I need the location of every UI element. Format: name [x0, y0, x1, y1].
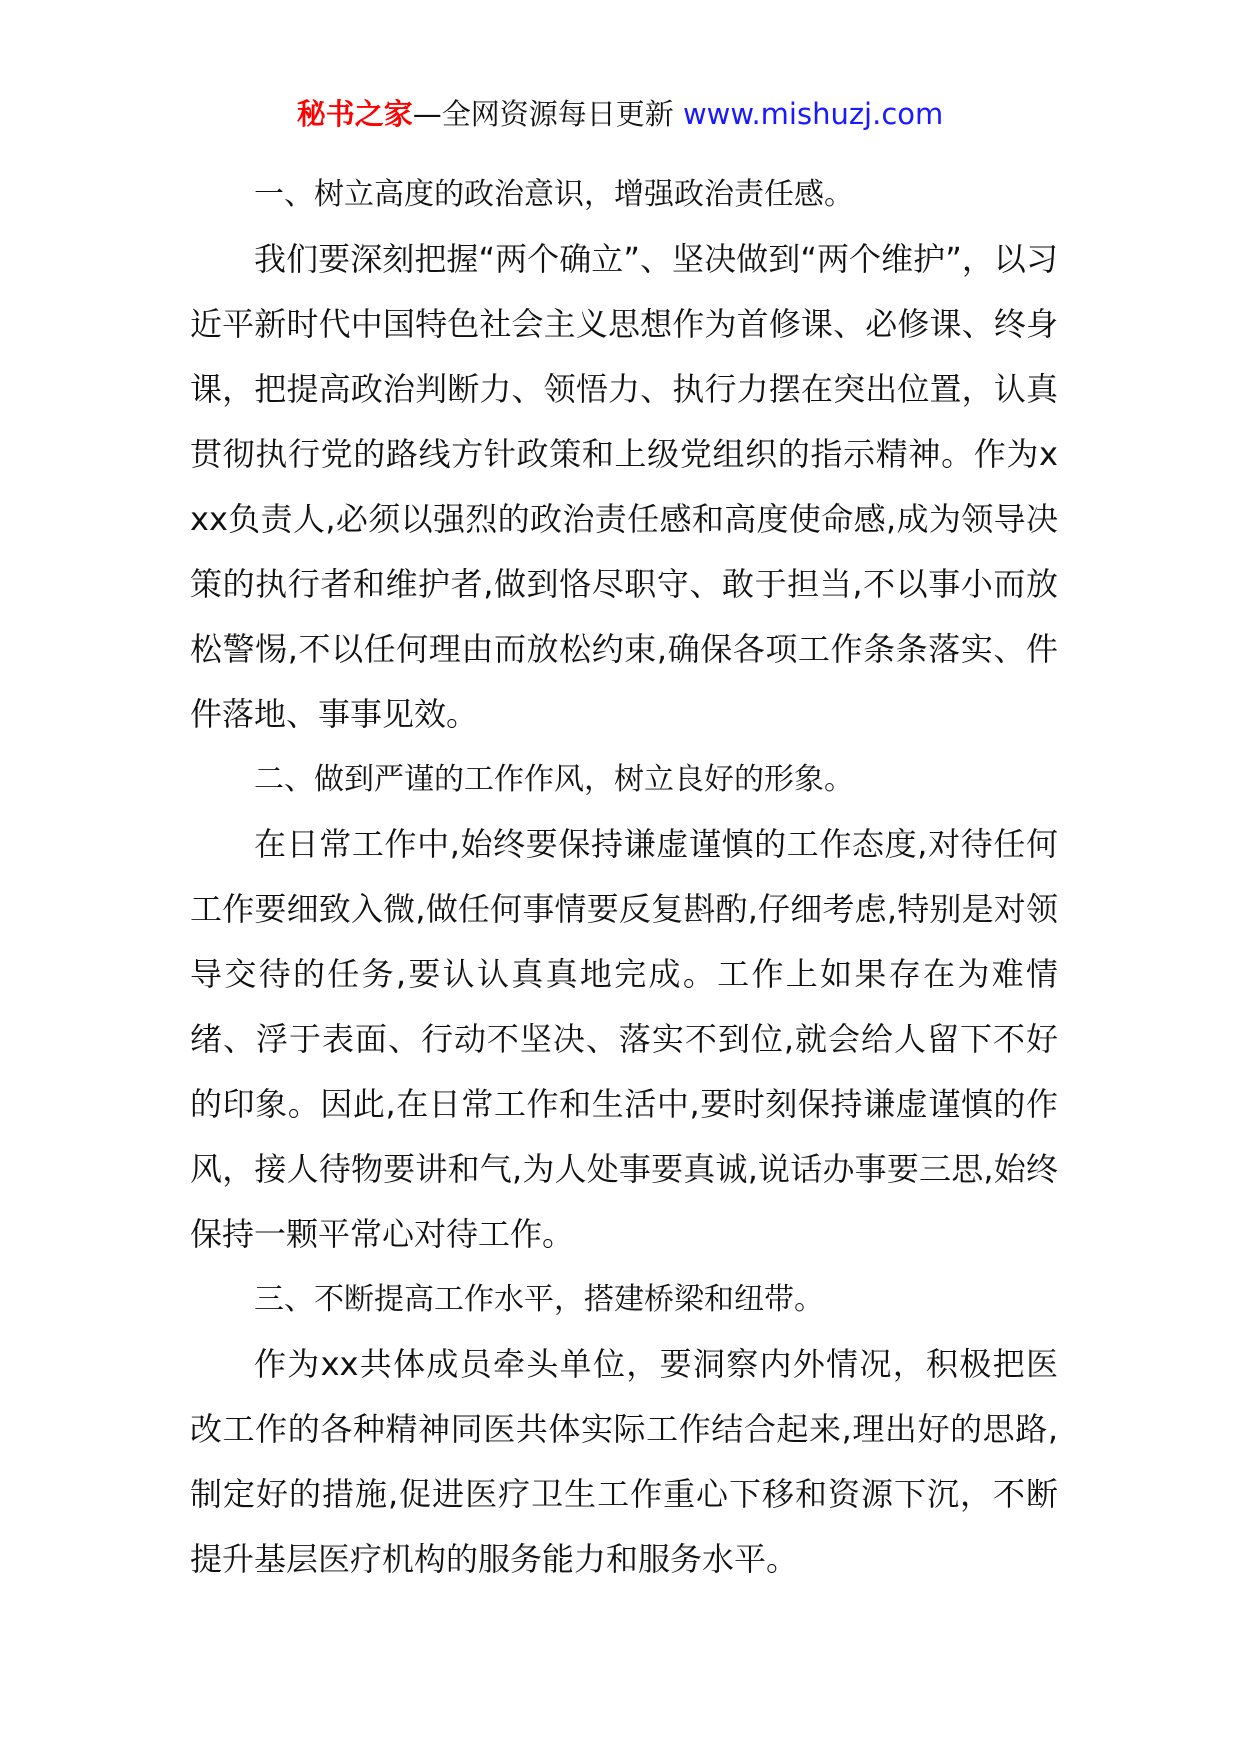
page-header — [0, 94, 1240, 134]
document-body — [190, 162, 1058, 1592]
website-link[interactable]: www.mishuzj.com — [682, 97, 944, 131]
section-heading-2: 二、做到严谨的工作作风，树立良好的形象。 — [254, 762, 854, 797]
section-heading-1: 一、树立高度的政治意识，增强政治责任感。 — [254, 177, 854, 212]
section-paragraph-2: 在日常工作中,始终要保持谦虚谨慎的工作态度,对待任何工作要细致入微,做任何事情要反复斟酌,仔细考虑,特别是对领导交待的任务,要认认真真地完成。工作上如果存在为难情绪、浮于表面、行动不坚决、落实不到位,就会给人留下不好的印象。因此,在日常工作和生活中,要时刻保持谦虚谨慎的作风，接人待物要讲和气,为人处事要真诚,说话办事要三思,始终保持一颗平常心对待工作。 — [190, 825, 1058, 1253]
header-tagline: —全网资源每日更新 — [412, 97, 683, 131]
brand-name: 秘书之家 — [296, 97, 413, 131]
section-paragraph-3: 作为xx共体成员牵头单位，要洞察内外情况，积极把医改工作的各种精神同医共体实际工作结合起来,理出好的思路,制定好的措施,促进医疗卫生工作重心下移和资源下沉，不断提升基层医疗机构的服务能力和服务水平。 — [190, 1345, 1058, 1578]
section-heading-3: 三、不断提高工作水平，搭建桥梁和纽带。 — [254, 1282, 824, 1317]
section-paragraph-1: 我们要深刻把握“两个确立”、坚决做到“两个维护”，以习近平新时代中国特色社会主义思想作为首修课、必修课、终身课，把提高政治判断力、领悟力、执行力摆在突出位置，认真贯彻执行党的路线方针政策和上级党组织的指示精神。作为xxx负责人,必须以强烈的政治责任感和高度使命感,成为领导决策的执行者和维护者,做到恪尽职守、敢于担当,不以事小而放松警惕,不以任何理由而放松约束,确保各项工作条条落实、件件落地、事事见效。 — [190, 240, 1058, 733]
